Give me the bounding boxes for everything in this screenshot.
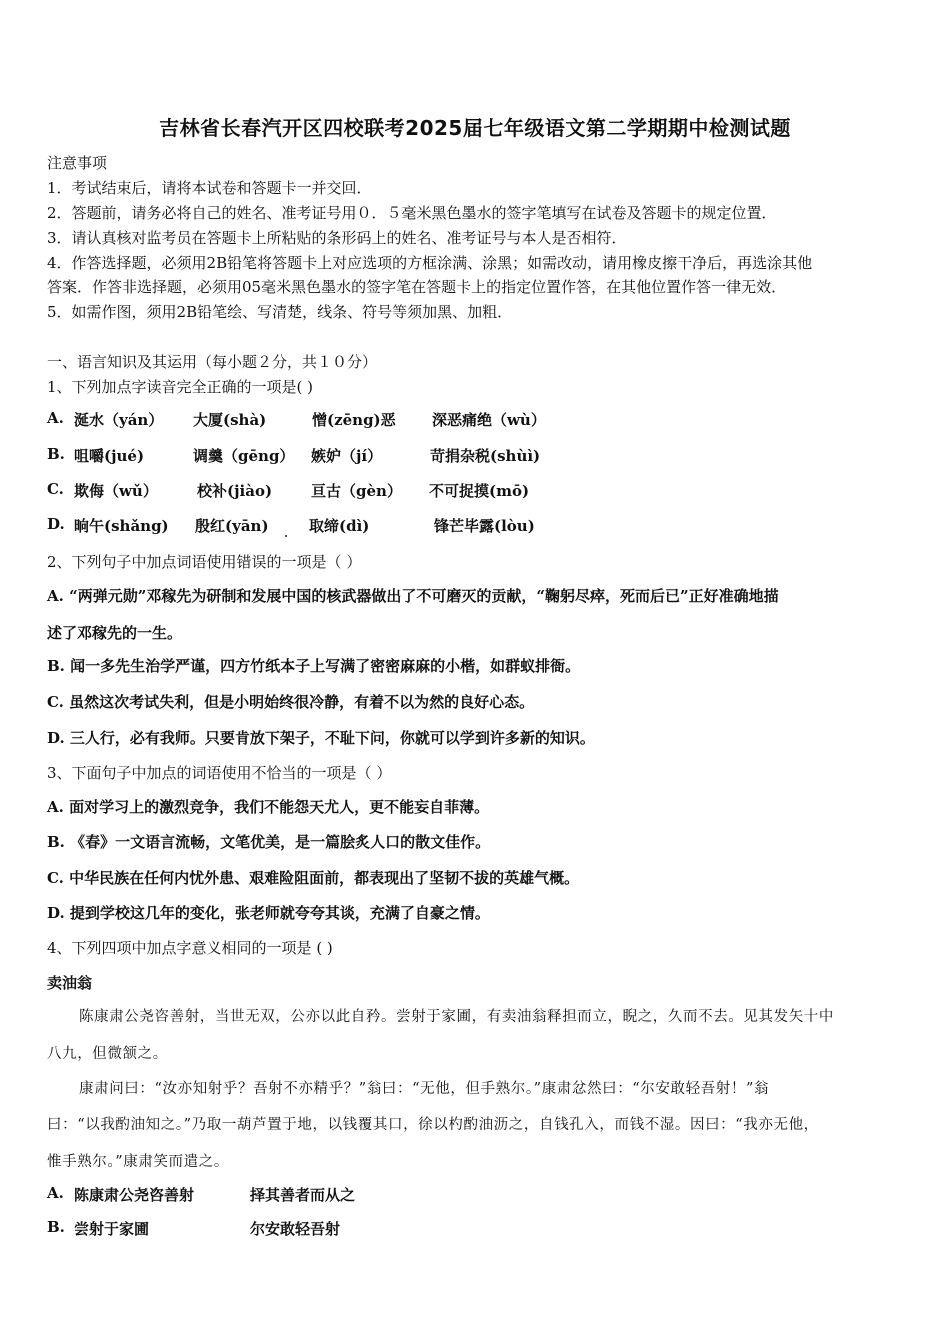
option-item: 涎水（yán） bbox=[74, 411, 164, 429]
option-label: B. bbox=[47, 1218, 65, 1236]
option-label: D. bbox=[47, 515, 65, 533]
passage-line: 陈康肃公尧咨善射，当世无双，公亦以此自矜。尝射于家圃，有卖油翁释担而立，睨之，久而不去。见其发矢十中 bbox=[79, 1009, 834, 1025]
section-heading: 一、语言知识及其运用（每小题２分，共１０分） bbox=[47, 353, 378, 371]
option-item: 调羹（gēng） bbox=[193, 447, 295, 465]
page-title: 吉林省长春汽开区四校联考2025届七年级语文第二学期期中检测试题 bbox=[159, 116, 791, 140]
option-item: 取缔(dì) bbox=[309, 517, 370, 535]
emphasis-dot bbox=[285, 535, 287, 537]
option-item: 尔安敢轻吾射 bbox=[250, 1220, 341, 1238]
option-item: 嫉妒（jí） bbox=[311, 447, 383, 465]
option-item: 陈康肃公尧咨善射 bbox=[74, 1186, 195, 1204]
passage-line: 惟手熟尔。”康肃笑而遣之。 bbox=[47, 1154, 229, 1170]
option-item: 憎(zēng)恶 bbox=[312, 411, 396, 429]
notice-item: 答案．作答非选择题，必须用05毫米黑色墨水的签字笔在答题卡上的指定位置作答，在其他位置作答一律无效． bbox=[47, 278, 787, 296]
option-line: B. 《春》一文语言流畅，文笔优美，是一篇脍炙人口的散文佳作。 bbox=[47, 833, 491, 851]
option-item: 咀嚼(jué) bbox=[74, 447, 145, 465]
option-line: B. 闻一多先生治学严谨，四方竹纸本子上写满了密密麻麻的小楷，如群蚁排衙。 bbox=[47, 657, 581, 675]
passage-line: 康肃问曰：“汝亦知射乎？吾射不亦精乎？”翁曰：“无他，但手熟尔。”康肃忿然曰：“尔安敢轻吾射！”翁 bbox=[79, 1081, 770, 1097]
notice-heading: 注意事项 bbox=[47, 154, 108, 172]
notice-item: 1．考试结束后，请将本试卷和答题卡一并交回． bbox=[47, 179, 372, 197]
option-label: C. bbox=[47, 480, 64, 498]
option-line: A. “两弹元勋”邓稼先为研制和发展中国的核武器做出了不可磨灭的贡献，“鞠躬尽瘁，死而后已”正好准确地描 bbox=[47, 587, 779, 605]
option-item: 欺侮（wǔ） bbox=[74, 482, 158, 500]
notice-item: 4．作答选择题，必须用2B铅笔将答题卡上对应选项的方框涂满、涂黑；如需改动，请用橡皮擦干净后，再选涂其他 bbox=[47, 254, 813, 272]
option-item: 锋芒毕露(lòu) bbox=[434, 517, 535, 535]
option-line: D. 三人行，必有我师。只要肯放下架子，不耻下问，你就可以学到许多新的知识。 bbox=[47, 729, 595, 747]
passage-line: 曰：“以我酌油知之。”乃取一葫芦置于地，以钱覆其口，徐以杓酌油沥之，自钱孔入，而钱不湿。因曰：“我亦无他， bbox=[47, 1117, 819, 1133]
notice-item: 5．如需作图，须用2B铅笔绘、写清楚，线条、符号等须加黑、加粗． bbox=[47, 303, 513, 321]
question-stem: 3、下面句子中加点的词语使用不恰当的一项是（ ） bbox=[47, 764, 392, 782]
option-label: A. bbox=[47, 409, 64, 427]
option-item: 不可捉摸(mō) bbox=[429, 482, 530, 500]
option-item: 深恶痛绝（wù） bbox=[432, 411, 546, 429]
question-stem: 1、下列加点字读音完全正确的一项是( ) bbox=[47, 378, 314, 396]
option-item: 苛捐杂税(shùì) bbox=[430, 447, 541, 465]
option-line: A. 面对学习上的激烈竞争，我们不能怨天尤人，更不能妄自菲薄。 bbox=[47, 798, 490, 816]
question-stem: 4、下列四项中加点字意义相同的一项是 ( ) bbox=[47, 939, 333, 957]
notice-item: 3．请认真核对监考员在答题卡上所粘贴的条形码上的姓名、准考证号与本人是否相符． bbox=[47, 229, 627, 247]
option-item: 尝射于家圃 bbox=[74, 1220, 150, 1238]
option-line: 述了邓稼先的一生。 bbox=[47, 624, 183, 642]
option-item: 殷红(yān) bbox=[195, 517, 269, 535]
option-item: 大厦(shà) bbox=[193, 411, 267, 429]
option-label: B. bbox=[47, 445, 65, 463]
passage-title: 卖油翁 bbox=[47, 974, 93, 992]
option-item: 择其善者而从之 bbox=[250, 1186, 356, 1204]
option-item: 校补(jiào) bbox=[197, 482, 273, 500]
passage-line: 八九，但微颔之。 bbox=[47, 1046, 168, 1062]
option-line: D. 提到学校这几年的变化，张老师就夸夸其谈，充满了自豪之情。 bbox=[47, 904, 490, 922]
notice-item: 2．答题前，请务必将自己的姓名、准考证号用０．５毫米黑色墨水的签字笔填写在试卷及答题卡的规定位置． bbox=[47, 204, 777, 222]
option-line: C. 中华民族在任何内忧外患、艰难险阻面前，都表现出了坚韧不拔的英雄气概。 bbox=[47, 869, 580, 887]
question-stem: 2、下列句子中加点词语使用错误的一项是（ ） bbox=[47, 553, 362, 571]
option-item: 晌午(shǎng) bbox=[74, 517, 169, 535]
option-line: C. 虽然这次考试失利，但是小明始终很冷静，有着不以为然的良好心态。 bbox=[47, 693, 535, 711]
option-item: 亘古（gèn） bbox=[311, 482, 402, 500]
option-label: A. bbox=[47, 1184, 64, 1202]
